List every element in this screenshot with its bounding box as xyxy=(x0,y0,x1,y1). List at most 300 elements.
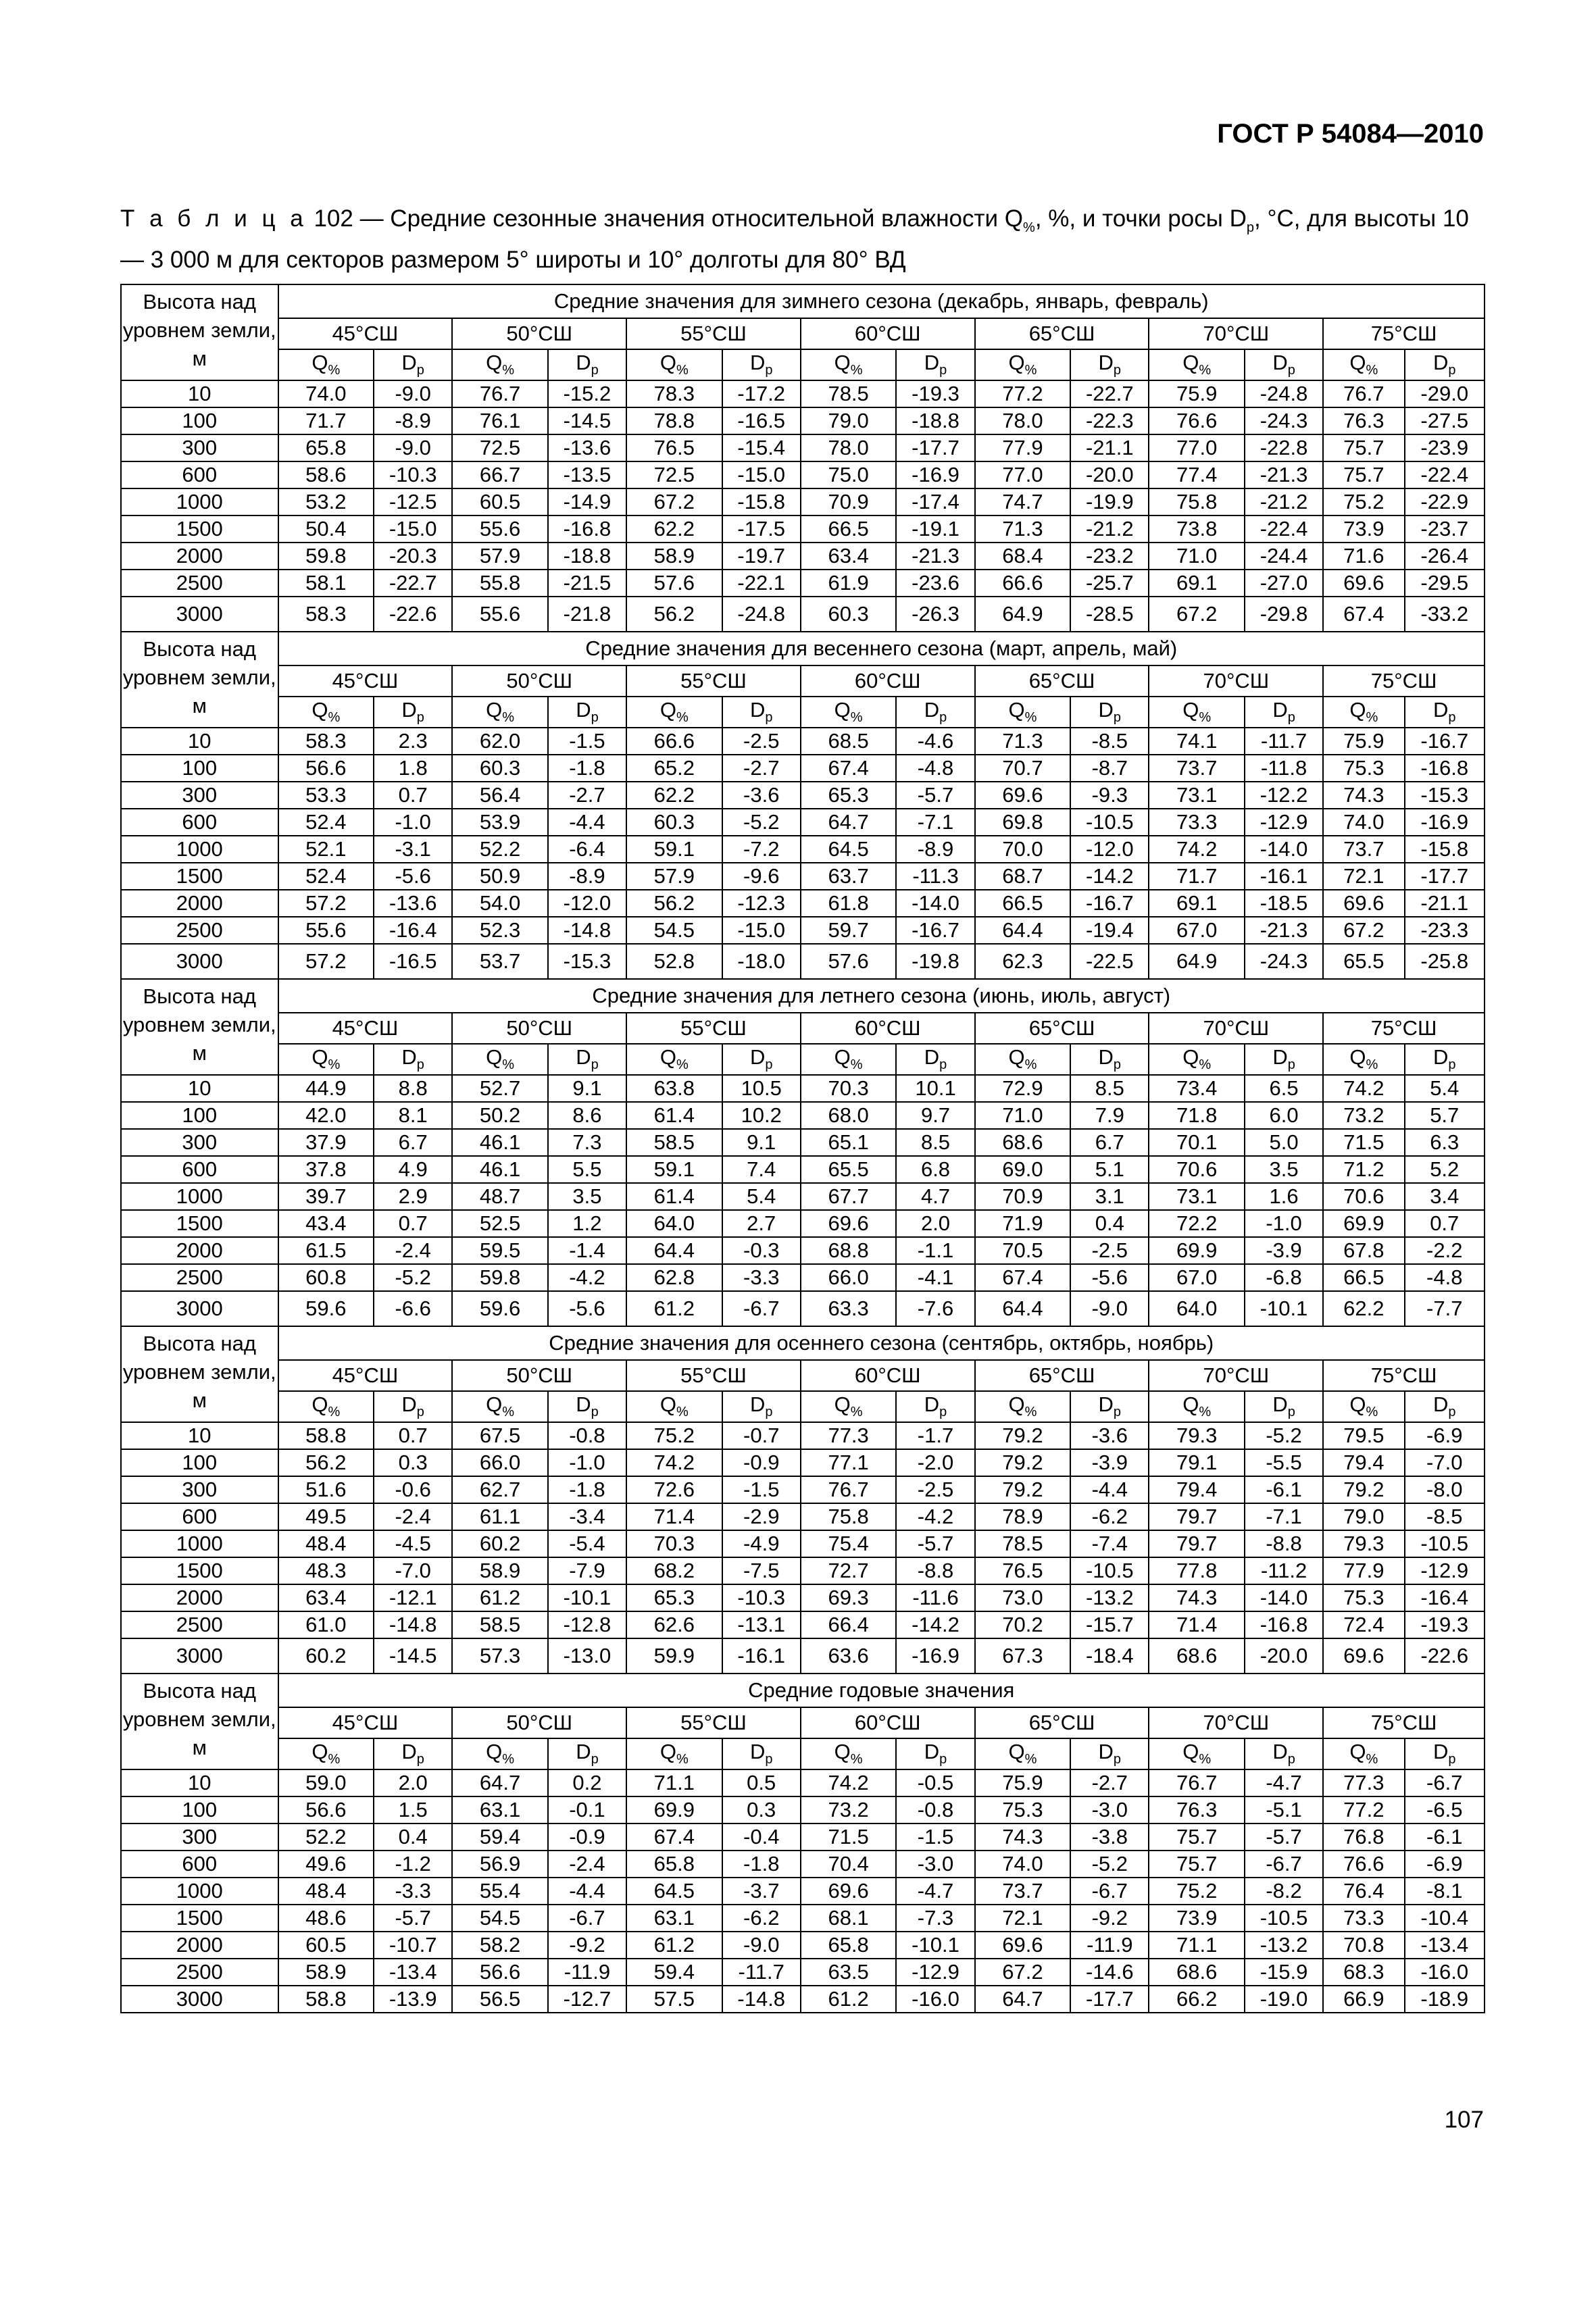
dewpoint-cell: -11.7 xyxy=(722,1959,801,1986)
humidity-cell: 69.8 xyxy=(975,809,1071,836)
dewpoint-cell: -15.2 xyxy=(548,380,626,407)
d-header xyxy=(374,349,452,380)
table-row xyxy=(121,809,1485,836)
dewpoint-cell: -14.0 xyxy=(1245,1584,1323,1611)
dewpoint-cell: -14.2 xyxy=(896,1611,974,1638)
dewpoint-cell: -10.3 xyxy=(722,1584,801,1611)
humidity-cell: 61.1 xyxy=(452,1503,548,1530)
dewpoint-cell: -3.8 xyxy=(1070,1823,1149,1851)
humidity-cell: 75.7 xyxy=(1149,1851,1245,1878)
d-subscript: p xyxy=(1113,363,1122,378)
d-header xyxy=(896,349,974,380)
humidity-cell: 70.0 xyxy=(975,836,1071,863)
dewpoint-cell: -21.1 xyxy=(1405,890,1485,917)
q-header xyxy=(1149,1738,1245,1769)
humidity-cell: 66.4 xyxy=(801,1611,897,1638)
q-header xyxy=(1149,1391,1245,1422)
caption-tail: , °С, для высоты 10 — 3 000 м для секторов размером 5° широты и 10° долготы для 80° ВД xyxy=(120,205,1469,273)
humidity-cell: 73.4 xyxy=(1149,1075,1245,1102)
humidity-cell: 57.6 xyxy=(626,570,722,597)
table-row xyxy=(121,1183,1485,1210)
dewpoint-cell: -21.5 xyxy=(548,570,626,597)
d-symbol: D xyxy=(401,1740,417,1764)
table-row xyxy=(121,1611,1485,1638)
d-subscript: p xyxy=(1287,710,1295,726)
humidity-cell: 66.0 xyxy=(801,1264,897,1291)
dewpoint-cell: -23.6 xyxy=(896,570,974,597)
dewpoint-cell: -6.1 xyxy=(1245,1476,1323,1503)
humidity-cell: 46.1 xyxy=(452,1156,548,1183)
dewpoint-cell: -1.0 xyxy=(548,1449,626,1476)
dewpoint-cell: -5.7 xyxy=(374,1905,452,1932)
dewpoint-cell: -15.4 xyxy=(722,434,801,461)
dewpoint-cell: 7.9 xyxy=(1070,1102,1149,1129)
latitude-header: 65°СШ xyxy=(975,665,1149,697)
q-header xyxy=(1323,1738,1404,1769)
dewpoint-cell: -0.8 xyxy=(896,1796,974,1823)
humidity-cell: 69.6 xyxy=(1323,890,1404,917)
dewpoint-cell: -3.4 xyxy=(548,1503,626,1530)
row-header-cell: Высота над уровнем земли, м xyxy=(121,632,278,728)
humidity-cell: 70.9 xyxy=(801,488,897,515)
humidity-cell: 58.3 xyxy=(278,728,374,755)
d-symbol: D xyxy=(1272,1740,1288,1764)
humidity-cell: 79.3 xyxy=(1149,1422,1245,1449)
humidity-cell: 66.7 xyxy=(452,461,548,488)
humidity-cell: 57.3 xyxy=(452,1638,548,1674)
altitude-cell: 600 xyxy=(121,461,278,488)
dewpoint-cell: -7.6 xyxy=(896,1291,974,1326)
d-subscript: p xyxy=(591,363,599,378)
d-symbol: D xyxy=(1272,1045,1288,1070)
dewpoint-cell: -13.0 xyxy=(548,1638,626,1674)
humidity-cell: 68.6 xyxy=(975,1129,1071,1156)
latitude-header: 45°СШ xyxy=(278,1707,453,1738)
table-row xyxy=(121,1557,1485,1584)
d-subscript: p xyxy=(939,1405,947,1420)
humidity-cell: 74.2 xyxy=(626,1449,722,1476)
humidity-cell: 53.2 xyxy=(278,488,374,515)
d-header xyxy=(896,1044,974,1075)
humidity-cell: 64.7 xyxy=(801,809,897,836)
humidity-cell: 69.6 xyxy=(975,782,1071,809)
humidity-cell: 73.7 xyxy=(975,1878,1071,1905)
dewpoint-cell: -21.2 xyxy=(1245,488,1323,515)
altitude-cell: 3000 xyxy=(121,1638,278,1674)
humidity-cell: 73.1 xyxy=(1149,782,1245,809)
humidity-cell: 62.2 xyxy=(626,782,722,809)
humidity-cell: 69.1 xyxy=(1149,570,1245,597)
latitude-row xyxy=(121,1707,1485,1738)
humidity-cell: 61.5 xyxy=(278,1237,374,1264)
humidity-cell: 74.0 xyxy=(1323,809,1404,836)
dewpoint-cell: -0.7 xyxy=(722,1422,801,1449)
humidity-cell: 63.1 xyxy=(626,1905,722,1932)
humidity-cell: 76.7 xyxy=(801,1476,897,1503)
humidity-cell: 76.8 xyxy=(1323,1823,1404,1851)
dewpoint-cell: -7.9 xyxy=(548,1557,626,1584)
dewpoint-cell: -18.5 xyxy=(1245,890,1323,917)
d-subscript: p xyxy=(416,363,424,378)
table-row xyxy=(121,755,1485,782)
humidity-cell: 63.3 xyxy=(801,1291,897,1326)
humidity-cell: 59.0 xyxy=(278,1769,374,1796)
dewpoint-cell: -14.2 xyxy=(1070,863,1149,890)
latitude-header: 60°СШ xyxy=(801,318,975,349)
q-symbol: Q xyxy=(659,1045,676,1070)
humidity-cell: 48.4 xyxy=(278,1878,374,1905)
dewpoint-cell: -4.9 xyxy=(722,1530,801,1557)
dewpoint-cell: -6.5 xyxy=(1405,1796,1485,1823)
d-subscript: p xyxy=(939,1752,947,1767)
d-header xyxy=(722,1738,801,1769)
d-subscript: p xyxy=(1113,710,1122,726)
q-header xyxy=(801,1044,897,1075)
table-row xyxy=(121,1905,1485,1932)
dewpoint-cell: -8.8 xyxy=(1245,1530,1323,1557)
altitude-cell: 300 xyxy=(121,1476,278,1503)
q-symbol: Q xyxy=(486,698,503,722)
dewpoint-cell: -1.5 xyxy=(896,1823,974,1851)
dewpoint-cell: -16.9 xyxy=(896,461,974,488)
latitude-header: 75°СШ xyxy=(1323,1360,1485,1391)
dewpoint-cell: -22.9 xyxy=(1405,488,1485,515)
table-row xyxy=(121,1156,1485,1183)
dewpoint-cell: -22.3 xyxy=(1070,407,1149,434)
humidity-cell: 75.0 xyxy=(801,461,897,488)
humidity-cell: 79.4 xyxy=(1323,1449,1404,1476)
altitude-cell: 2500 xyxy=(121,1959,278,1986)
altitude-cell: 100 xyxy=(121,1796,278,1823)
dewpoint-cell: -29.8 xyxy=(1245,597,1323,632)
humidity-cell: 77.3 xyxy=(801,1422,897,1449)
altitude-cell: 1500 xyxy=(121,863,278,890)
dewpoint-cell: -5.7 xyxy=(896,782,974,809)
humidity-cell: 65.5 xyxy=(801,1156,897,1183)
humidity-cell: 56.4 xyxy=(452,782,548,809)
table-row xyxy=(121,836,1485,863)
humidity-cell: 69.6 xyxy=(1323,1638,1404,1674)
dewpoint-cell: -18.9 xyxy=(1405,1986,1485,2013)
d-symbol: D xyxy=(401,698,417,722)
humidity-cell: 43.4 xyxy=(278,1210,374,1237)
d-subscript: p xyxy=(765,1057,773,1073)
section-title: Средние значения для летнего сезона (июнь, июль, август) xyxy=(278,979,1485,1013)
dewpoint-cell: -19.4 xyxy=(1070,917,1149,944)
humidity-cell: 77.3 xyxy=(1323,1769,1404,1796)
humidity-cell: 76.6 xyxy=(1149,407,1245,434)
dewpoint-cell: -1.7 xyxy=(896,1422,974,1449)
humidity-cell: 79.1 xyxy=(1149,1449,1245,1476)
humidity-cell: 39.7 xyxy=(278,1183,374,1210)
humidity-cell: 79.3 xyxy=(1323,1530,1404,1557)
dewpoint-cell: -5.7 xyxy=(1245,1823,1323,1851)
d-symbol: D xyxy=(401,1392,417,1417)
humidity-cell: 73.9 xyxy=(1149,1905,1245,1932)
dewpoint-cell: -2.4 xyxy=(374,1503,452,1530)
d-header xyxy=(1070,349,1149,380)
humidity-cell: 54.5 xyxy=(452,1905,548,1932)
dewpoint-cell: -0.9 xyxy=(548,1823,626,1851)
altitude-cell: 2500 xyxy=(121,1611,278,1638)
humidity-cell: 74.2 xyxy=(801,1769,897,1796)
humidity-cell: 55.8 xyxy=(452,570,548,597)
humidity-cell: 52.8 xyxy=(626,944,722,979)
altitude-cell: 1500 xyxy=(121,1905,278,1932)
dewpoint-cell: -3.3 xyxy=(374,1878,452,1905)
humidity-cell: 56.6 xyxy=(278,1796,374,1823)
dewpoint-cell: 9.1 xyxy=(548,1075,626,1102)
q-subscript: % xyxy=(676,1057,689,1073)
dewpoint-cell: -23.3 xyxy=(1405,917,1485,944)
d-symbol: D xyxy=(1272,698,1288,722)
dewpoint-cell: 7.3 xyxy=(548,1129,626,1156)
humidity-cell: 61.0 xyxy=(278,1611,374,1638)
q-symbol: Q xyxy=(311,1045,328,1070)
dewpoint-cell: -6.4 xyxy=(548,836,626,863)
humidity-cell: 63.6 xyxy=(801,1638,897,1674)
humidity-cell: 55.4 xyxy=(452,1878,548,1905)
dewpoint-cell: 4.9 xyxy=(374,1156,452,1183)
humidity-cell: 61.8 xyxy=(801,890,897,917)
q-symbol: Q xyxy=(659,1740,676,1764)
dewpoint-cell: -24.4 xyxy=(1245,543,1323,570)
dewpoint-cell: -8.9 xyxy=(374,407,452,434)
humidity-cell: 77.0 xyxy=(975,461,1071,488)
latitude-header: 50°СШ xyxy=(452,1360,626,1391)
humidity-cell: 75.3 xyxy=(1323,1584,1404,1611)
variable-row xyxy=(121,349,1485,380)
humidity-cell: 73.7 xyxy=(1149,755,1245,782)
humidity-cell: 79.4 xyxy=(1149,1476,1245,1503)
dewpoint-cell: 8.6 xyxy=(548,1102,626,1129)
d-subscript: p xyxy=(1448,363,1456,378)
dewpoint-cell: 6.7 xyxy=(1070,1129,1149,1156)
humidity-cell: 53.7 xyxy=(452,944,548,979)
q-header xyxy=(1149,697,1245,728)
dewpoint-cell: -21.1 xyxy=(1070,434,1149,461)
humidity-cell: 52.4 xyxy=(278,863,374,890)
page-number: 107 xyxy=(1444,2107,1484,2133)
latitude-header: 50°СШ xyxy=(452,1707,626,1738)
humidity-cell: 62.6 xyxy=(626,1611,722,1638)
dewpoint-cell: -10.3 xyxy=(374,461,452,488)
humidity-cell: 73.3 xyxy=(1149,809,1245,836)
latitude-header: 50°СШ xyxy=(452,318,626,349)
latitude-header: 75°СШ xyxy=(1323,1707,1485,1738)
dewpoint-cell: -26.3 xyxy=(896,597,974,632)
dewpoint-cell: -19.1 xyxy=(896,515,974,543)
dewpoint-cell: -0.5 xyxy=(896,1769,974,1796)
q-symbol: Q xyxy=(834,698,851,722)
dewpoint-cell: -33.2 xyxy=(1405,597,1485,632)
dewpoint-cell: -3.9 xyxy=(1070,1449,1149,1476)
humidity-cell: 71.5 xyxy=(1323,1129,1404,1156)
humidity-cell: 59.4 xyxy=(452,1823,548,1851)
dewpoint-cell: -16.0 xyxy=(1405,1959,1485,1986)
table-row xyxy=(121,1210,1485,1237)
altitude-cell: 1500 xyxy=(121,515,278,543)
table-row xyxy=(121,461,1485,488)
q-subscript: % xyxy=(1024,1057,1037,1073)
humidity-cell: 50.9 xyxy=(452,863,548,890)
q-subscript: % xyxy=(1199,363,1212,378)
altitude-cell: 2000 xyxy=(121,1237,278,1264)
table-row xyxy=(121,1075,1485,1102)
dewpoint-cell: -9.2 xyxy=(548,1932,626,1959)
dewpoint-cell: -6.2 xyxy=(722,1905,801,1932)
humidity-cell: 59.1 xyxy=(626,1156,722,1183)
q-header xyxy=(1323,1044,1404,1075)
dewpoint-cell: -29.0 xyxy=(1405,380,1485,407)
humidity-cell: 68.4 xyxy=(975,543,1071,570)
dewpoint-cell: 9.1 xyxy=(722,1129,801,1156)
dewpoint-cell: -3.7 xyxy=(722,1878,801,1905)
humidity-cell: 60.5 xyxy=(452,488,548,515)
table-row xyxy=(121,407,1485,434)
humidity-cell: 64.4 xyxy=(626,1237,722,1264)
q-symbol: Q xyxy=(1349,1392,1366,1417)
dewpoint-cell: -19.0 xyxy=(1245,1986,1323,2013)
dewpoint-cell: -2.5 xyxy=(896,1476,974,1503)
humidity-cell: 64.0 xyxy=(626,1210,722,1237)
d-subscript: p xyxy=(765,1405,773,1420)
q-subscript: % xyxy=(1366,1752,1378,1767)
d-subscript: p xyxy=(416,1057,424,1073)
q-symbol: Q xyxy=(486,1740,503,1764)
latitude-header: 60°СШ xyxy=(801,665,975,697)
humidity-cell: 70.3 xyxy=(626,1530,722,1557)
humidity-cell: 56.2 xyxy=(278,1449,374,1476)
humidity-cell: 76.5 xyxy=(975,1557,1071,1584)
dewpoint-cell: 6.0 xyxy=(1245,1102,1323,1129)
dewpoint-cell: -8.9 xyxy=(548,863,626,890)
dewpoint-cell: -27.0 xyxy=(1245,570,1323,597)
humidity-cell: 72.4 xyxy=(1323,1611,1404,1638)
humidity-cell: 69.6 xyxy=(975,1932,1071,1959)
q-symbol: Q xyxy=(311,351,328,375)
humidity-cell: 64.7 xyxy=(452,1769,548,1796)
dewpoint-cell: 0.7 xyxy=(374,1210,452,1237)
humidity-cell: 58.9 xyxy=(626,543,722,570)
d-subscript: p xyxy=(765,363,773,378)
dewpoint-cell: -24.8 xyxy=(1245,380,1323,407)
dewpoint-cell: 0.7 xyxy=(374,1422,452,1449)
q-subscript: % xyxy=(676,1405,689,1420)
humidity-cell: 67.3 xyxy=(975,1638,1071,1674)
latitude-row xyxy=(121,318,1485,349)
altitude-cell: 600 xyxy=(121,1503,278,1530)
humidity-cell: 63.4 xyxy=(278,1584,374,1611)
humidity-cell: 76.7 xyxy=(452,380,548,407)
q-subscript: % xyxy=(328,1752,341,1767)
q-header xyxy=(801,1391,897,1422)
q-symbol: Q xyxy=(659,351,676,375)
humidity-cell: 57.5 xyxy=(626,1986,722,2013)
dewpoint-cell: 4.7 xyxy=(896,1183,974,1210)
dewpoint-cell: -7.1 xyxy=(1245,1503,1323,1530)
q-symbol: Q xyxy=(1349,698,1366,722)
altitude-cell: 100 xyxy=(121,1102,278,1129)
dewpoint-cell: -1.2 xyxy=(374,1851,452,1878)
caption-sub-p: p xyxy=(1246,220,1254,235)
humidity-cell: 76.1 xyxy=(452,407,548,434)
d-header xyxy=(1245,349,1323,380)
table-row xyxy=(121,1823,1485,1851)
q-symbol: Q xyxy=(311,1392,328,1417)
altitude-cell: 2000 xyxy=(121,1584,278,1611)
altitude-cell: 2500 xyxy=(121,1264,278,1291)
humidity-cell: 58.6 xyxy=(278,461,374,488)
dewpoint-cell: -20.0 xyxy=(1245,1638,1323,1674)
d-subscript: p xyxy=(939,363,947,378)
humidity-cell: 69.1 xyxy=(1149,890,1245,917)
dewpoint-cell: -2.7 xyxy=(722,755,801,782)
dewpoint-cell: -18.0 xyxy=(722,944,801,979)
dewpoint-cell: -19.9 xyxy=(1070,488,1149,515)
humidity-cell: 71.8 xyxy=(1149,1102,1245,1129)
dewpoint-cell: -11.6 xyxy=(896,1584,974,1611)
q-symbol: Q xyxy=(1008,1045,1025,1070)
q-header xyxy=(278,1391,374,1422)
humidity-cell: 58.1 xyxy=(278,570,374,597)
q-header xyxy=(452,1738,548,1769)
humidity-cell: 57.2 xyxy=(278,890,374,917)
altitude-cell: 300 xyxy=(121,1823,278,1851)
humidity-cell: 70.7 xyxy=(975,755,1071,782)
humidity-cell: 78.0 xyxy=(801,434,897,461)
dewpoint-cell: 1.6 xyxy=(1245,1183,1323,1210)
dewpoint-cell: -24.3 xyxy=(1245,407,1323,434)
dewpoint-cell: -22.8 xyxy=(1245,434,1323,461)
humidity-cell: 67.2 xyxy=(1149,597,1245,632)
d-subscript: p xyxy=(1113,1752,1122,1767)
caption-prefix: Т а б л и ц а xyxy=(120,205,307,232)
dewpoint-cell: -1.8 xyxy=(548,1476,626,1503)
humidity-cell: 71.3 xyxy=(975,515,1071,543)
humidity-cell: 72.9 xyxy=(975,1075,1071,1102)
dewpoint-cell: -3.6 xyxy=(722,782,801,809)
dewpoint-cell: 0.2 xyxy=(548,1769,626,1796)
dewpoint-cell: -4.8 xyxy=(896,755,974,782)
q-header xyxy=(626,697,722,728)
humidity-cell: 58.5 xyxy=(626,1129,722,1156)
dewpoint-cell: -3.9 xyxy=(1245,1237,1323,1264)
latitude-header: 70°СШ xyxy=(1149,1013,1323,1044)
humidity-cell: 68.1 xyxy=(801,1905,897,1932)
q-header xyxy=(1149,349,1245,380)
q-subscript: % xyxy=(1199,1405,1212,1420)
humidity-cell: 54.5 xyxy=(626,917,722,944)
humidity-cell: 63.7 xyxy=(801,863,897,890)
humidity-cell: 52.7 xyxy=(452,1075,548,1102)
d-header xyxy=(548,349,626,380)
dewpoint-cell: -18.4 xyxy=(1070,1638,1149,1674)
humidity-cell: 67.8 xyxy=(1323,1237,1404,1264)
table-row xyxy=(121,1476,1485,1503)
dewpoint-cell: -23.9 xyxy=(1405,434,1485,461)
humidity-cell: 64.9 xyxy=(1149,944,1245,979)
humidity-cell: 42.0 xyxy=(278,1102,374,1129)
dewpoint-cell: -7.2 xyxy=(722,836,801,863)
dewpoint-cell: -11.7 xyxy=(1245,728,1323,755)
table-row xyxy=(121,1638,1485,1674)
table-row xyxy=(121,1264,1485,1291)
humidity-cell: 61.9 xyxy=(801,570,897,597)
humidity-cell: 74.3 xyxy=(1323,782,1404,809)
dewpoint-cell: -1.5 xyxy=(722,1476,801,1503)
latitude-header: 75°СШ xyxy=(1323,1013,1485,1044)
